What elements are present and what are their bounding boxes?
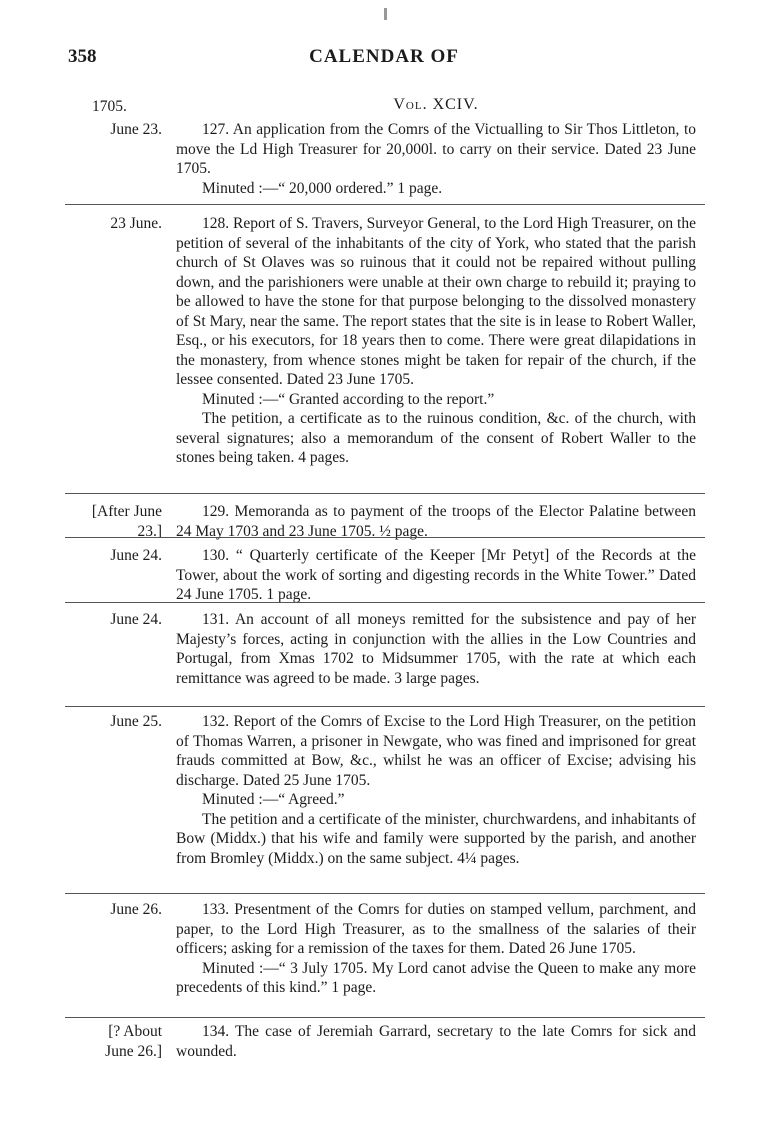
entry-minute: Minuted :—“ Agreed.”	[202, 791, 345, 808]
entry-132	[176, 712, 696, 868]
entry-date: June 23.	[110, 121, 162, 138]
entry-128	[176, 214, 696, 468]
entry-134	[176, 1022, 696, 1061]
entry-paragraph: 129. Memoranda as to payment of the troops of the Elector Palatine between 24 May 1703 and 23 June 1705. ½ page.	[176, 503, 696, 540]
entry-divider	[65, 706, 705, 707]
entry-129	[176, 502, 696, 541]
page-mark	[384, 8, 387, 20]
entry-divider	[65, 602, 705, 603]
entry-127	[176, 120, 696, 198]
page-number: 358	[68, 46, 97, 67]
volume-label: Vol. XCIV.	[393, 96, 479, 113]
entry-133	[176, 900, 696, 998]
entry-date: June 24.	[110, 611, 162, 628]
entry-date: [After June 23.]	[91, 503, 162, 540]
entry-paragraph: 128. Report of S. Travers, Surveyor General, to the Lord High Treasurer, on the petition of several of the inhabitants of the city of York, who stated that the parish church of St Olaves was so ruinous that it could not be repaired without pulling down, and the parishioners were unable at their own charge to rebuild it; praying to be allowed to have the stone for that purpose belonging to the dissolved monastery of St Mary, near the same. The report states that the site is in lease to Robert Waller, Esq., or his executors, for 18 years then to come. There were great dilapidations in the monastery, from whence stones might be taken for repair of the church, if the lessee consented. Dated 23 June 1705.	[176, 215, 696, 388]
page-header	[0, 46, 768, 76]
entry-divider	[65, 893, 705, 894]
entry-divider	[65, 537, 705, 538]
entry-note: The petition, a certificate as to the ruinous condition, &c. of the church, with several signatures; also a memorandum of the consent of Robert Waller to the stones being taken. 4 pages.	[176, 410, 696, 466]
entry-divider	[65, 1017, 705, 1018]
running-title: CALENDAR OF	[309, 46, 459, 67]
entry-divider	[65, 204, 705, 205]
entry-130	[176, 546, 696, 605]
entry-paragraph: 132. Report of the Comrs of Excise to the Lord High Treasurer, on the petition of Thomas Warren, a prisoner in Newgate, who was fined and imprisoned for great frauds committed at Bow, &c., whilst he was an officer of Excise; advising his discharge. Dated 25 June 1705.	[176, 713, 696, 789]
volume-heading	[176, 96, 696, 114]
entry-date: 23 June.	[110, 215, 162, 232]
entry-minute: Minuted :—“ 20,000 ordered.” 1 page.	[202, 179, 443, 197]
entry-paragraph: 134. The case of Jeremiah Garrard, secretary to the late Comrs for sick and wounded.	[176, 1023, 696, 1060]
entry-date: [? About June 26.]	[105, 1023, 162, 1060]
entry-minute: Minuted :—“ 3 July 1705. My Lord canot advise the Queen to make any more precedents of this kind.” 1 page.	[176, 959, 696, 996]
year-label: 1705.	[92, 98, 127, 115]
entry-paragraph: 127. An application from the Comrs of the Victualling to Sir Thos Littleton, to move the Ld High Treasurer for 20,000l. to carry on their service. Dated 23 June 1705.	[176, 121, 696, 177]
entry-date: June 26.	[110, 901, 162, 918]
entry-paragraph: 130. “ Quarterly certificate of the Keeper [Mr Petyt] of the Records at the Tower, about the work of sorting and digesting records in the White Tower.” Dated 24 June 1705. 1 page.	[176, 547, 696, 603]
entry-paragraph: 131. An account of all moneys remitted for the subsistence and pay of her Majesty’s forces, acting in conjunction with the allies in the Low Countries and Portugal, from Xmas 1702 to Midsummer 1705, with the rate at which each remittance was agreed to be made. 3 large pages.	[176, 611, 696, 687]
entry-note: The petition and a certificate of the minister, churchwardens, and inhabitants of Bow (Middx.) that his wife and family were supported by the parish, and another from Bromley (Middx.) on the same subject. 4¼ pages.	[176, 810, 696, 867]
entry-date: June 24.	[110, 547, 162, 564]
entry-date: June 25.	[110, 713, 162, 730]
entry-divider	[65, 493, 705, 494]
entry-131	[176, 610, 696, 688]
entry-minute: Minuted :—“ Granted according to the report.”	[202, 390, 495, 408]
entry-paragraph: 133. Presentment of the Comrs for duties on stamped vellum, parchment, and paper, to the Lord High Treasurer, as to the smallness of the salaries of their officers; asking for a remission of the taxes for them. Dated 26 June 1705.	[176, 901, 696, 957]
